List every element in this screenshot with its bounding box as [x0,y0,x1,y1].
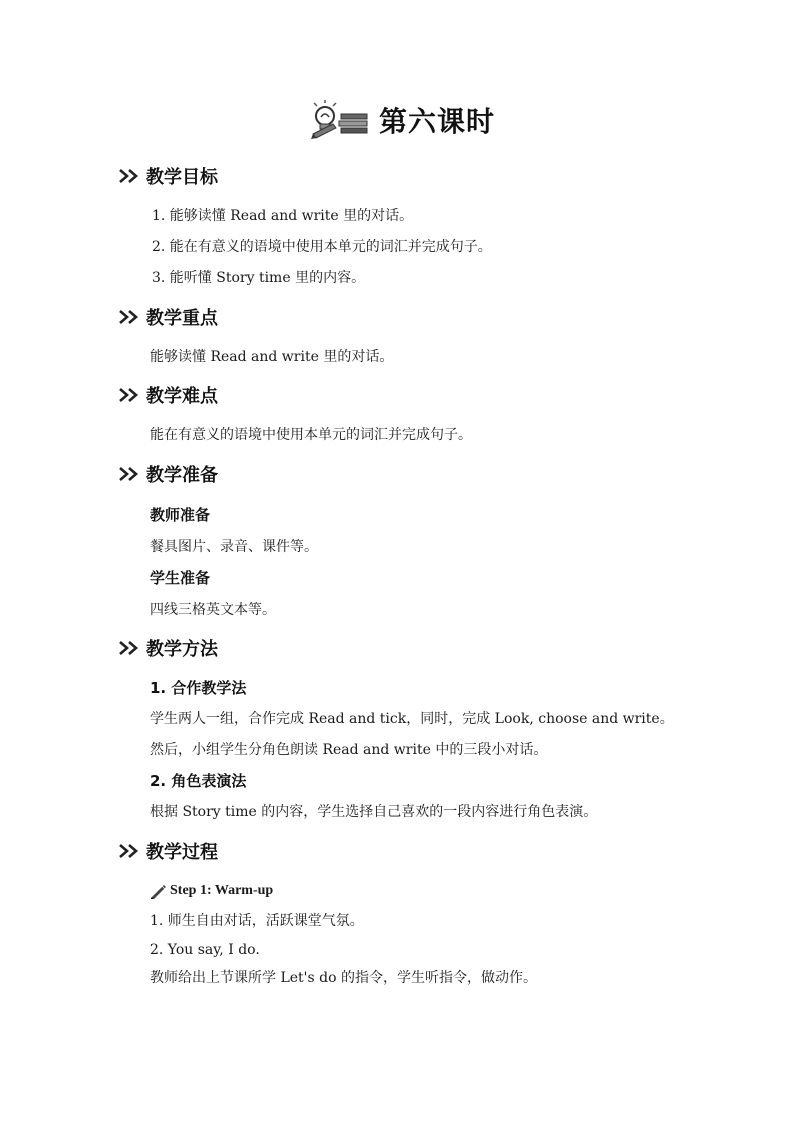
method-2-line-1: 根据 Story time 的内容，学生选择自己喜欢的一段内容进行角色表演。 [150,804,598,820]
method-1-line-1: 学生两人一组，合作完成 Read and tick，同时，完成 Look, choose and write。 [150,711,674,727]
section-heading-label: 教学准备 [146,465,218,486]
pen-icon [150,883,168,899]
title-bar [0,96,794,144]
key-points-text: 能够读懂 Read and write 里的对话。 [150,349,394,365]
double-chevron-icon [118,467,142,481]
method-1-line-2: 然后，小组学生分角色朗读 Read and write 中的三段小对话。 [150,742,548,758]
section-heading-label: 教学过程 [146,842,218,863]
section-heading-label: 教学目标 [146,167,218,188]
section-heading-label: 教学方法 [146,639,218,660]
student-prep-text: 四线三格英文本等。 [150,602,276,618]
section-heading-label: 教学难点 [146,386,218,407]
section-heading-methods [118,635,218,661]
step-1-label: Step 1: Warm-up [170,883,274,898]
goal-item-1: 1. 能够读懂 Read and write 里的对话。 [152,208,414,224]
page-title: 第六课时 [378,105,495,138]
section-heading-label: 教学重点 [146,308,218,329]
lightbulb-book-icon [311,100,369,140]
method-2-label: 2. 角色表演法 [150,772,247,790]
section-heading-preparation [118,461,218,487]
method-1-label: 1. 合作教学法 [150,679,247,697]
section-heading-difficulties [118,382,218,408]
double-chevron-icon [118,388,142,402]
double-chevron-icon [118,169,142,183]
difficulties-text: 能在有意义的语境中使用本单元的词汇并完成句子。 [150,427,472,443]
section-heading-process [118,838,218,864]
double-chevron-icon [118,310,142,324]
process-line-1: 1. 师生自由对话，活跃课堂气氛。 [150,913,364,929]
student-prep-label: 学生准备 [150,569,211,587]
double-chevron-icon [118,641,142,655]
section-heading-goals [118,163,218,189]
section-heading-key-points [118,304,218,330]
goal-item-3: 3. 能听懂 Story time 里的内容。 [152,270,366,286]
step-1-heading [150,881,273,901]
title-group [311,100,495,140]
goal-item-2: 2. 能在有意义的语境中使用本单元的词汇并完成句子。 [152,239,492,255]
process-line-3: 教师给出上节课所学 Let's do 的指令，学生听指令，做动作。 [150,970,537,986]
process-line-2: 2. You say, I do. [150,942,260,958]
teacher-prep-text: 餐具图片、录音、课件等。 [150,539,318,555]
teacher-prep-label: 教师准备 [150,506,211,524]
double-chevron-icon [118,844,142,858]
